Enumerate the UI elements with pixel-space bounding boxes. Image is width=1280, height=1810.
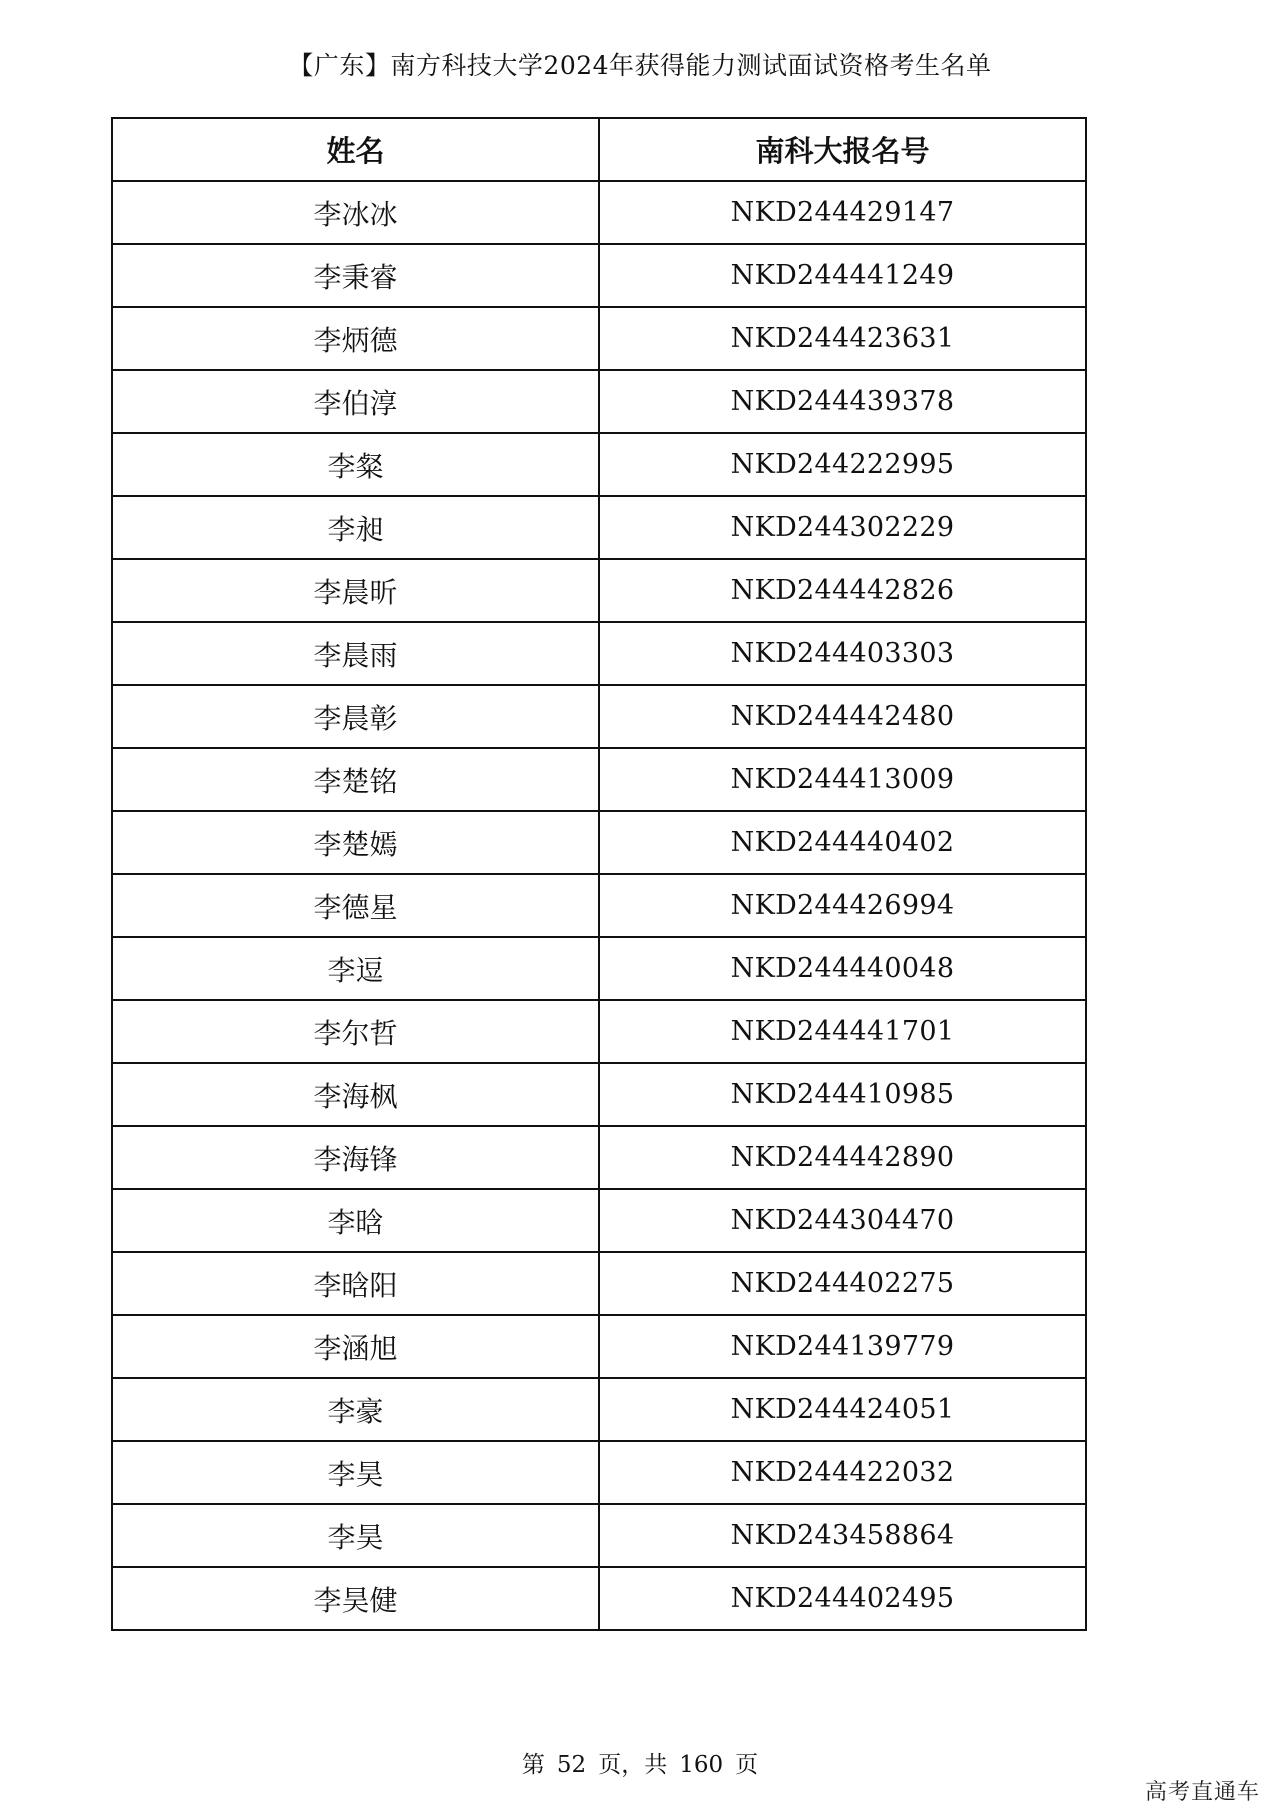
- cell-name: 李冰冰: [112, 181, 599, 244]
- table-row: [112, 559, 1086, 622]
- table-row: [112, 748, 1086, 811]
- cell-registration-number: NKD244304470: [599, 1189, 1086, 1252]
- table-row: [112, 1504, 1086, 1567]
- page-number-footer: [0, 1746, 1280, 1779]
- table-row: [112, 433, 1086, 496]
- table-row: [112, 1252, 1086, 1315]
- cell-registration-number: NKD244440402: [599, 811, 1086, 874]
- cell-registration-number: NKD244429147: [599, 181, 1086, 244]
- cell-name: 李豪: [112, 1378, 599, 1441]
- cell-registration-number: NKD244426994: [599, 874, 1086, 937]
- cell-name: 李昊健: [112, 1567, 599, 1630]
- cell-registration-number: NKD244402495: [599, 1567, 1086, 1630]
- cell-registration-number: NKD244402275: [599, 1252, 1086, 1315]
- cell-registration-number: NKD244440048: [599, 937, 1086, 1000]
- cell-name: 李涵旭: [112, 1315, 599, 1378]
- cell-name: 李晗: [112, 1189, 599, 1252]
- table-row: [112, 622, 1086, 685]
- page-mid: 页，共: [598, 1752, 668, 1778]
- cell-name: 李德星: [112, 874, 599, 937]
- cell-name: 李伯淳: [112, 370, 599, 433]
- table-header-row: [112, 118, 1086, 181]
- header-registration-number: 南科大报名号: [599, 118, 1086, 181]
- cell-name: 李晨昕: [112, 559, 599, 622]
- candidate-table: [111, 117, 1087, 1631]
- table-row: [112, 1441, 1086, 1504]
- cell-name: 李粲: [112, 433, 599, 496]
- watermark-text: 高考直通车: [1144, 1780, 1260, 1805]
- cell-name: 李晨彰: [112, 685, 599, 748]
- table-row: [112, 496, 1086, 559]
- table-row: [112, 307, 1086, 370]
- cell-registration-number: NKD244424051: [599, 1378, 1086, 1441]
- cell-registration-number: NKD244442480: [599, 685, 1086, 748]
- table-row: [112, 1315, 1086, 1378]
- table-row: [112, 1063, 1086, 1126]
- cell-registration-number: NKD244441249: [599, 244, 1086, 307]
- table-row: [112, 811, 1086, 874]
- cell-registration-number: NKD244442890: [599, 1126, 1086, 1189]
- cell-registration-number: NKD243458864: [599, 1504, 1086, 1567]
- cell-registration-number: NKD244423631: [599, 307, 1086, 370]
- page-current: 52: [556, 1752, 587, 1778]
- table-row: [112, 937, 1086, 1000]
- cell-name: 李昶: [112, 496, 599, 559]
- cell-name: 李昊: [112, 1504, 599, 1567]
- cell-registration-number: NKD244441701: [599, 1000, 1086, 1063]
- table-row: [112, 1378, 1086, 1441]
- page-suffix: 页: [735, 1752, 759, 1778]
- cell-registration-number: NKD244442826: [599, 559, 1086, 622]
- document-title: 【广东】南方科技大学2024年获得能力测试面试资格考生名单: [288, 51, 992, 80]
- table-row: [112, 874, 1086, 937]
- page-total: 160: [679, 1752, 724, 1778]
- cell-registration-number: NKD244413009: [599, 748, 1086, 811]
- table-row: [112, 244, 1086, 307]
- table-body: [112, 181, 1086, 1630]
- table-row: [112, 181, 1086, 244]
- table-row: [112, 1567, 1086, 1630]
- cell-name: 李楚嫣: [112, 811, 599, 874]
- table-row: [112, 370, 1086, 433]
- cell-name: 李楚铭: [112, 748, 599, 811]
- cell-registration-number: NKD244410985: [599, 1063, 1086, 1126]
- cell-registration-number: NKD244222995: [599, 433, 1086, 496]
- cell-registration-number: NKD244139779: [599, 1315, 1086, 1378]
- cell-name: 李晨雨: [112, 622, 599, 685]
- cell-name: 李秉睿: [112, 244, 599, 307]
- cell-registration-number: NKD244403303: [599, 622, 1086, 685]
- cell-name: 李晗阳: [112, 1252, 599, 1315]
- cell-registration-number: NKD244422032: [599, 1441, 1086, 1504]
- cell-name: 李海枫: [112, 1063, 599, 1126]
- cell-name: 李尔哲: [112, 1000, 599, 1063]
- table-row: [112, 685, 1086, 748]
- table-row: [112, 1189, 1086, 1252]
- header-name: 姓名: [112, 118, 599, 181]
- cell-name: 李逗: [112, 937, 599, 1000]
- cell-name: 李昊: [112, 1441, 599, 1504]
- cell-name: 李海锋: [112, 1126, 599, 1189]
- cell-registration-number: NKD244302229: [599, 496, 1086, 559]
- cell-registration-number: NKD244439378: [599, 370, 1086, 433]
- page-prefix: 第: [521, 1752, 545, 1778]
- table-row: [112, 1126, 1086, 1189]
- table-row: [112, 1000, 1086, 1063]
- cell-name: 李炳德: [112, 307, 599, 370]
